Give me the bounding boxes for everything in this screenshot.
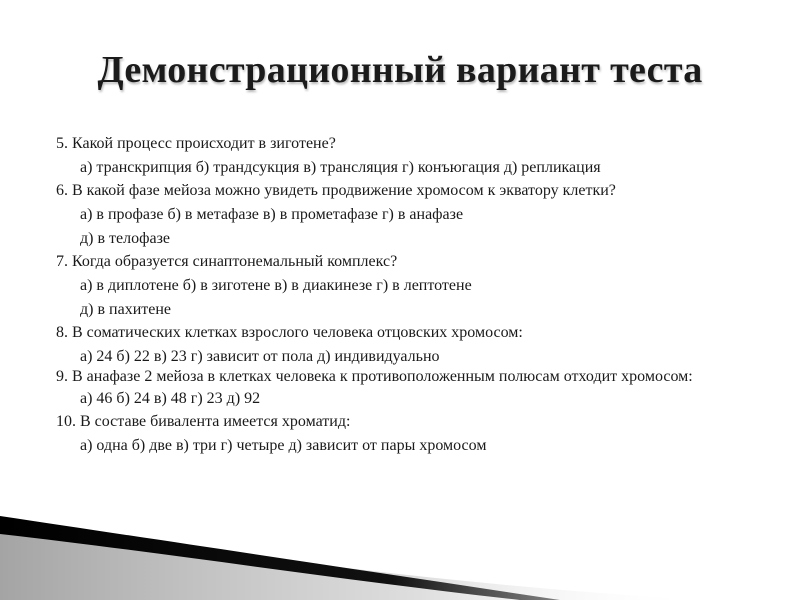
question-text: 9. В анафазе 2 мейоза в клетках человека к противоположенным полюсам отходит хромосом: [56,368,693,385]
bottom-swoosh-decoration [0,500,800,600]
question-text: 6. В какой фазе мейоза можно увидеть продвижение хромосом к экватору клетки? [56,182,616,199]
answer-options: д) в телофазе [80,230,170,247]
question-text: 8. В соматических клетках взрослого человека отцовских хромосом: [56,324,523,341]
question-list [56,133,766,456]
answer-options: а) в профазе б) в метафазе в) в прометафазе г) в анафазе [80,206,464,223]
answer-options: а) транскрипция б) трандсукция в) трансляция г) конъюгация д) репликация [80,159,601,176]
question-7 [56,251,766,320]
question-text: 10. В составе бивалента имеется хроматид: [56,413,351,430]
answer-options: а) одна б) две в) три г) четыре д) зависит от пары хромосом [80,437,487,454]
answer-options: а) в диплотене б) в зиготене в) в диакинезе г) в лептотене [80,277,472,294]
answer-options: а) 24 б) 22 в) 23 г) зависит от пола д) индивидуально [80,348,440,365]
slide-title: Демонстрационный вариант теста [97,49,703,91]
answer-options: а) 46 б) 24 в) 48 г) 23 д) 92 [80,390,261,407]
answer-options: д) в пахитене [80,301,172,318]
question-10 [56,411,766,456]
question-5 [56,133,766,178]
question-8 [56,322,766,367]
question-6 [56,180,766,249]
question-text: 5. Какой процесс происходит в зиготене? [56,135,336,152]
question-9 [56,369,766,409]
question-text: 7. Когда образуется синаптонемальный комплекс? [56,253,398,270]
